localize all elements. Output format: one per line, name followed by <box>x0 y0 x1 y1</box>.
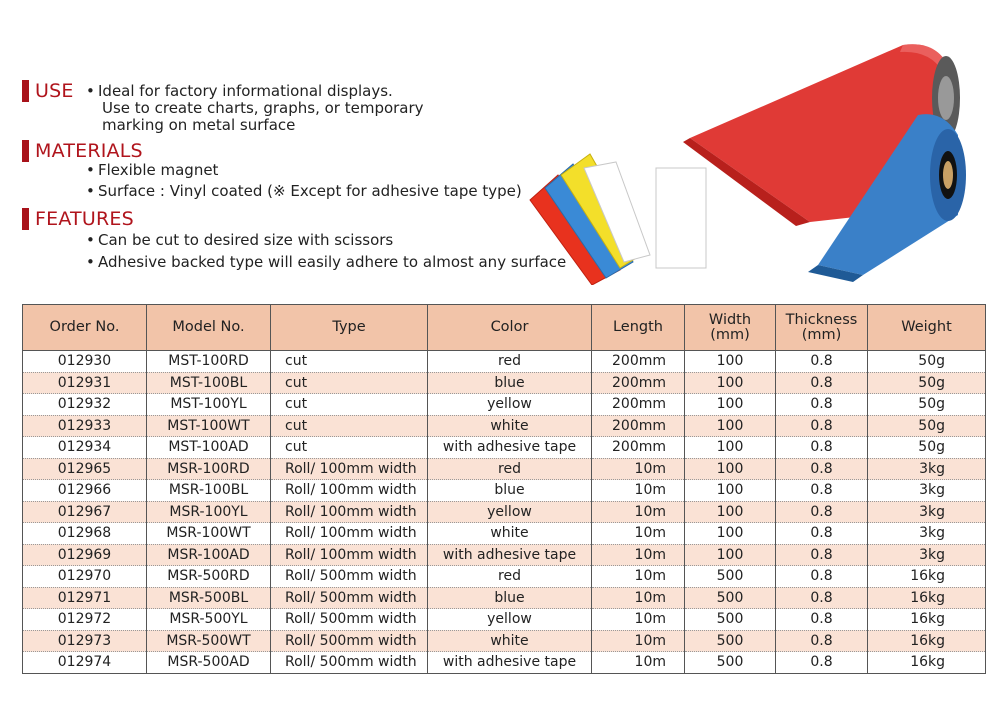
heading-marker <box>22 80 29 102</box>
cell-color: white <box>428 630 592 652</box>
magnet-sheets-illustration <box>530 154 706 285</box>
features-line-2: • Adhesive backed type will easily adhere to almost any surface <box>86 253 567 271</box>
cell-color: yellow <box>428 501 592 523</box>
cell-thickness: 0.8 <box>776 480 868 502</box>
cell-type: Roll/ 500mm width <box>271 587 428 609</box>
use-line-3: marking on metal surface <box>102 116 296 134</box>
cell-weight: 3kg <box>868 480 986 502</box>
cell-model-no: MST-100RD <box>147 351 271 373</box>
table-row <box>23 351 986 373</box>
table-row <box>23 458 986 480</box>
cell-order-no: 012966 <box>23 480 147 502</box>
cell-width: 500 <box>685 566 776 588</box>
cell-model-no: MST-100AD <box>147 437 271 459</box>
cell-weight: 50g <box>868 394 986 416</box>
cell-color: red <box>428 566 592 588</box>
header-weight: Weight <box>868 305 986 351</box>
cell-order-no: 012970 <box>23 566 147 588</box>
heading-marker <box>22 140 29 162</box>
features-line-1: • Can be cut to desired size with scissors <box>86 231 394 249</box>
cell-weight: 16kg <box>868 587 986 609</box>
cell-color: with adhesive tape <box>428 544 592 566</box>
cell-weight: 50g <box>868 415 986 437</box>
cell-order-no: 012973 <box>23 630 147 652</box>
cell-weight: 3kg <box>868 458 986 480</box>
cell-order-no: 012933 <box>23 415 147 437</box>
cell-width: 100 <box>685 480 776 502</box>
spec-table <box>22 304 986 674</box>
cell-type: Roll/ 500mm width <box>271 609 428 631</box>
cell-width: 500 <box>685 587 776 609</box>
cell-type: Roll/ 100mm width <box>271 458 428 480</box>
cell-thickness: 0.8 <box>776 544 868 566</box>
cell-model-no: MSR-500AD <box>147 652 271 674</box>
cell-weight: 50g <box>868 351 986 373</box>
cell-length: 200mm <box>592 415 685 437</box>
cell-weight: 50g <box>868 372 986 394</box>
cell-weight: 50g <box>868 437 986 459</box>
table-row <box>23 501 986 523</box>
cell-length: 10m <box>592 587 685 609</box>
cell-width: 100 <box>685 351 776 373</box>
cell-length: 10m <box>592 630 685 652</box>
cell-model-no: MST-100BL <box>147 372 271 394</box>
table-row <box>23 372 986 394</box>
cell-color: with adhesive tape <box>428 437 592 459</box>
cell-length: 200mm <box>592 351 685 373</box>
cell-model-no: MSR-500YL <box>147 609 271 631</box>
cell-color: red <box>428 458 592 480</box>
materials-line-1: • Flexible magnet <box>86 161 219 179</box>
cell-length: 10m <box>592 544 685 566</box>
cell-weight: 16kg <box>868 630 986 652</box>
cell-order-no: 012972 <box>23 609 147 631</box>
use-title: USE <box>35 80 74 102</box>
materials-heading <box>22 140 143 162</box>
cell-thickness: 0.8 <box>776 587 868 609</box>
cell-type: Roll/ 100mm width <box>271 523 428 545</box>
table-row <box>23 544 986 566</box>
header-type: Type <box>271 305 428 351</box>
materials-title: MATERIALS <box>35 140 143 162</box>
cell-width: 100 <box>685 394 776 416</box>
cell-color: blue <box>428 372 592 394</box>
features-heading <box>22 208 134 230</box>
cell-width: 100 <box>685 544 776 566</box>
cell-length: 10m <box>592 652 685 674</box>
cell-type: Roll/ 500mm width <box>271 652 428 674</box>
cell-order-no: 012971 <box>23 587 147 609</box>
cell-length: 10m <box>592 609 685 631</box>
cell-weight: 16kg <box>868 566 986 588</box>
cell-model-no: MSR-500WT <box>147 630 271 652</box>
cell-color: with adhesive tape <box>428 652 592 674</box>
cell-color: white <box>428 523 592 545</box>
cell-length: 200mm <box>592 394 685 416</box>
table-row <box>23 566 986 588</box>
cell-thickness: 0.8 <box>776 630 868 652</box>
cell-thickness: 0.8 <box>776 394 868 416</box>
header-model-no: Model No. <box>147 305 271 351</box>
cell-type: cut <box>271 415 428 437</box>
cell-type: cut <box>271 372 428 394</box>
cell-width: 100 <box>685 437 776 459</box>
table-row <box>23 652 986 674</box>
header-width: Width (mm) <box>685 305 776 351</box>
bullet-icon: • <box>86 231 95 249</box>
cell-order-no: 012969 <box>23 544 147 566</box>
cell-model-no: MSR-100WT <box>147 523 271 545</box>
cell-width: 500 <box>685 630 776 652</box>
cell-weight: 16kg <box>868 609 986 631</box>
use-line-2: Use to create charts, graphs, or temporary <box>102 99 424 117</box>
cell-thickness: 0.8 <box>776 566 868 588</box>
table-row <box>23 587 986 609</box>
bullet-icon: • <box>86 182 95 200</box>
cell-thickness: 0.8 <box>776 415 868 437</box>
cell-thickness: 0.8 <box>776 652 868 674</box>
bullet-icon: • <box>86 161 95 179</box>
use-heading <box>22 80 74 102</box>
header-thickness: Thickness (mm) <box>776 305 868 351</box>
cell-width: 100 <box>685 458 776 480</box>
cell-order-no: 012965 <box>23 458 147 480</box>
features-title: FEATURES <box>35 208 134 230</box>
cell-color: blue <box>428 587 592 609</box>
cell-type: Roll/ 500mm width <box>271 566 428 588</box>
table-header-row <box>23 305 986 351</box>
cell-order-no: 012967 <box>23 501 147 523</box>
cell-weight: 3kg <box>868 544 986 566</box>
use-line-1: • Ideal for factory informational displays. <box>86 82 393 100</box>
cell-thickness: 0.8 <box>776 523 868 545</box>
cell-thickness: 0.8 <box>776 609 868 631</box>
cell-model-no: MSR-100AD <box>147 544 271 566</box>
cell-length: 10m <box>592 566 685 588</box>
cell-weight: 3kg <box>868 523 986 545</box>
cell-thickness: 0.8 <box>776 458 868 480</box>
table-row <box>23 480 986 502</box>
cell-color: white <box>428 415 592 437</box>
cell-model-no: MST-100WT <box>147 415 271 437</box>
cell-model-no: MST-100YL <box>147 394 271 416</box>
cell-width: 100 <box>685 501 776 523</box>
cell-weight: 16kg <box>868 652 986 674</box>
cell-length: 10m <box>592 523 685 545</box>
cell-color: red <box>428 351 592 373</box>
materials-line-2: • Surface : Vinyl coated (※ Except for adhesive tape type) <box>86 182 522 200</box>
cell-thickness: 0.8 <box>776 351 868 373</box>
table-row <box>23 415 986 437</box>
cell-length: 10m <box>592 458 685 480</box>
cell-type: Roll/ 100mm width <box>271 480 428 502</box>
cell-type: Roll/ 500mm width <box>271 630 428 652</box>
cell-color: yellow <box>428 394 592 416</box>
cell-model-no: MSR-100BL <box>147 480 271 502</box>
cell-order-no: 012932 <box>23 394 147 416</box>
cell-width: 100 <box>685 523 776 545</box>
table-row <box>23 630 986 652</box>
table-row <box>23 523 986 545</box>
header-length: Length <box>592 305 685 351</box>
cell-length: 200mm <box>592 437 685 459</box>
cell-type: cut <box>271 437 428 459</box>
cell-order-no: 012968 <box>23 523 147 545</box>
cell-model-no: MSR-100RD <box>147 458 271 480</box>
table-row <box>23 437 986 459</box>
cell-model-no: MSR-100YL <box>147 501 271 523</box>
heading-marker <box>22 208 29 230</box>
cell-length: 200mm <box>592 372 685 394</box>
cell-weight: 3kg <box>868 501 986 523</box>
cell-width: 100 <box>685 415 776 437</box>
cell-length: 10m <box>592 501 685 523</box>
cell-model-no: MSR-500RD <box>147 566 271 588</box>
cell-color: blue <box>428 480 592 502</box>
cell-width: 500 <box>685 652 776 674</box>
cell-thickness: 0.8 <box>776 372 868 394</box>
cell-type: Roll/ 100mm width <box>271 501 428 523</box>
header-color: Color <box>428 305 592 351</box>
bullet-icon: • <box>86 253 95 271</box>
cell-thickness: 0.8 <box>776 437 868 459</box>
cell-order-no: 012930 <box>23 351 147 373</box>
product-image <box>528 40 983 285</box>
cell-thickness: 0.8 <box>776 501 868 523</box>
cell-color: yellow <box>428 609 592 631</box>
cell-model-no: MSR-500BL <box>147 587 271 609</box>
cell-type: cut <box>271 351 428 373</box>
cell-length: 10m <box>592 480 685 502</box>
cell-type: Roll/ 100mm width <box>271 544 428 566</box>
cell-order-no: 012931 <box>23 372 147 394</box>
cell-order-no: 012974 <box>23 652 147 674</box>
cell-width: 500 <box>685 609 776 631</box>
cell-order-no: 012934 <box>23 437 147 459</box>
table-row <box>23 394 986 416</box>
bullet-icon: • <box>86 82 95 100</box>
cell-width: 100 <box>685 372 776 394</box>
cell-type: cut <box>271 394 428 416</box>
header-order-no: Order No. <box>23 305 147 351</box>
table-row <box>23 609 986 631</box>
